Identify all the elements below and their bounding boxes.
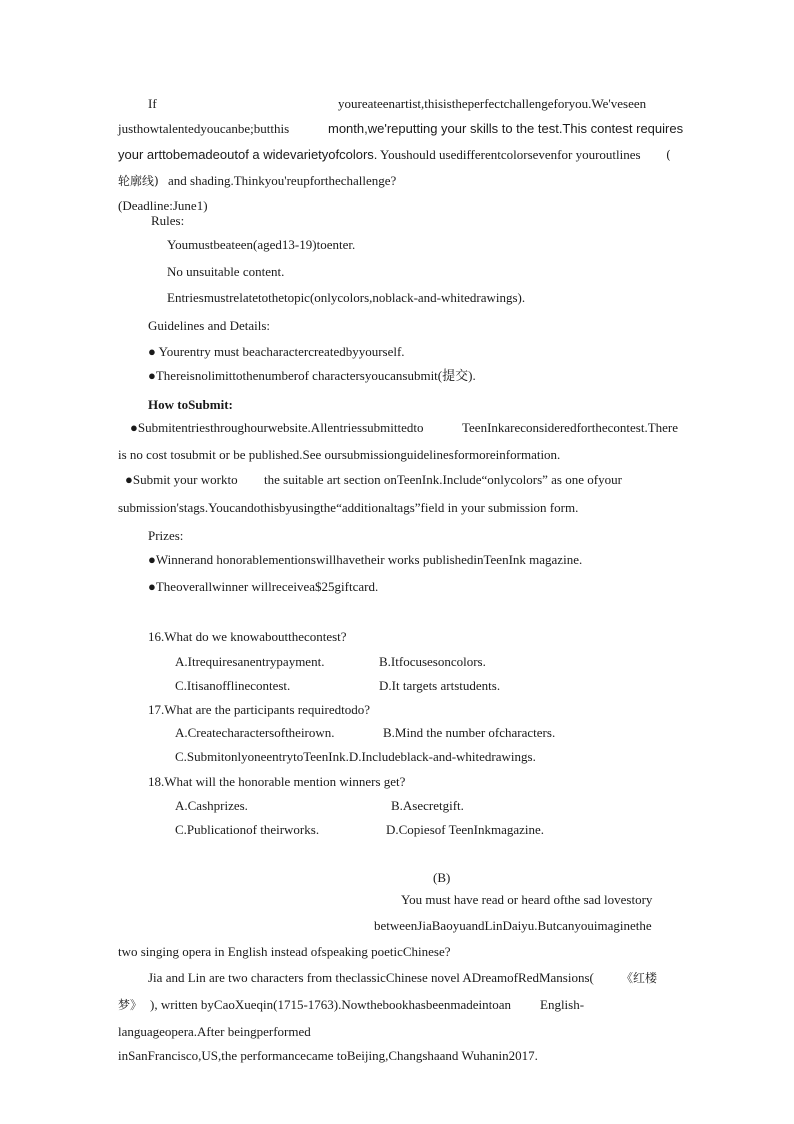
intro-line2-end: month,we'reputting your skills to the test.This contest requires — [328, 121, 684, 136]
option-c-d: C.SubmitonlyoneentrytoTeenInk.D.Includeblack-and-whitedrawings. — [175, 749, 536, 764]
option-d: D.Copiesof TeenInkmagazine. — [386, 822, 545, 837]
guideline-item: ●Thereisnolimittothenumberof charactersyoucansubmit(提交). — [148, 368, 476, 383]
deadline: (Deadline:June1) — [118, 198, 208, 213]
rule-item: No unsuitable content. — [167, 264, 285, 279]
prize-item: ●Winnerand honorablementionswillhavetheir works publishedinTeenInk magazine. — [148, 552, 583, 567]
part-b-label: (B) — [433, 870, 451, 885]
option-b: B.Itfocusesoncolors. — [379, 654, 486, 669]
submit-bullet1-cont: is no cost tosubmit or be published.See oursubmissionguidelinesformoreinformation. — [118, 447, 561, 462]
part-b-line3: two singing opera in English instead ofspeaking poeticChinese? — [118, 944, 451, 959]
how-to-submit-heading: How toSubmit: — [148, 397, 233, 412]
option-c: C.Publicationof theirworks. — [175, 822, 320, 837]
intro-line4-end: and shading.Thinkyou'reupforthechallenge? — [168, 173, 397, 188]
intro-line2-start: justhowtalentedyoucanbe;butthis — [118, 121, 290, 136]
submit-bullet2-start: ●Submit your workto — [125, 472, 238, 487]
part-b-line5-cn: 梦》 — [118, 998, 143, 1012]
part-b-line2: betweenJiaBaoyuandLinDaiyu.Butcanyouimaginethe — [374, 918, 652, 933]
question-stem: 16.What do we knowaboutthecontest? — [148, 629, 347, 644]
guidelines-heading: Guidelines and Details: — [148, 318, 271, 333]
intro-line1-end: youreateenartist,thisistheperfectchallengeforyou.We'veseen — [338, 96, 647, 111]
option-a: A.Cashprizes. — [175, 798, 248, 813]
part-b-line7: inSanFrancisco,US,the performancecame toBeijing,Changshaand Wuhanin2017. — [118, 1048, 538, 1063]
submit-bullet1-end: TeenInkareconsideredforthecontest.There — [462, 420, 679, 435]
part-b-line5: ), written byCaoXueqin(1715-1763).Nowthebookhasbeenmadeintoan — [150, 997, 512, 1012]
prize-item: ●Theoverallwinner willreceivea$25giftcard. — [148, 579, 379, 594]
option-b: B.Asecretgift. — [391, 798, 464, 813]
part-b-line4-cn: 《红楼 — [621, 971, 658, 985]
rule-item: Youmustbeateen(aged13-19)toenter. — [167, 237, 356, 252]
option-c: C.Itisanofflinecontest. — [175, 678, 291, 693]
option-b: B.Mind the number ofcharacters. — [383, 725, 556, 740]
part-b-line1: You must have read or heard ofthe sad lovestory — [401, 892, 653, 907]
intro-line3-start: your arttobemadeoutof a widevarietyofcolors. — [118, 147, 378, 162]
submit-bullet2-cont: submission'stags.Youcandothisbyusingthe“additionaltags”field in your submission form. — [118, 500, 579, 515]
intro-line1-start: If — [148, 96, 157, 111]
option-d: D.It targets artstudents. — [379, 678, 501, 693]
prizes-heading: Prizes: — [148, 528, 184, 543]
guideline-item: ● Yourentry must beacharactercreatedbyyourself. — [148, 344, 405, 359]
intro-line3-mid: Youshould usedifferentcolorsevenfor youroutlines — [380, 147, 641, 162]
part-b-line4: Jia and Lin are two characters from theclassicChinese novel ADreamofRedMansions( — [148, 970, 594, 985]
rule-item: Entriesmustrelatetothetopic(onlycolors,noblack-and-whitedrawings). — [167, 290, 526, 305]
part-b-line5-end: English- — [540, 997, 585, 1012]
question-stem: 17.What are the participants requiredtodo? — [148, 702, 370, 717]
option-a: A.Createcharactersoftheirown. — [175, 725, 335, 740]
option-a: A.Itrequiresanentrypayment. — [175, 654, 325, 669]
submit-bullet2-end: the suitable art section onTeenInk.Include“onlycolors” as one ofyour — [264, 472, 622, 487]
intro-line4-cn: 轮廓线) — [118, 174, 159, 188]
question-stem: 18.What will the honorable mention winners get? — [148, 774, 406, 789]
rules-heading: Rules: — [151, 213, 185, 228]
part-b-line6: languageopera.After beingperformed — [118, 1024, 311, 1039]
intro-line3-paren: ( — [666, 148, 671, 162]
submit-bullet1-start: ●Submitentriesthroughourwebsite.Allentriessubmittedto — [130, 420, 424, 435]
